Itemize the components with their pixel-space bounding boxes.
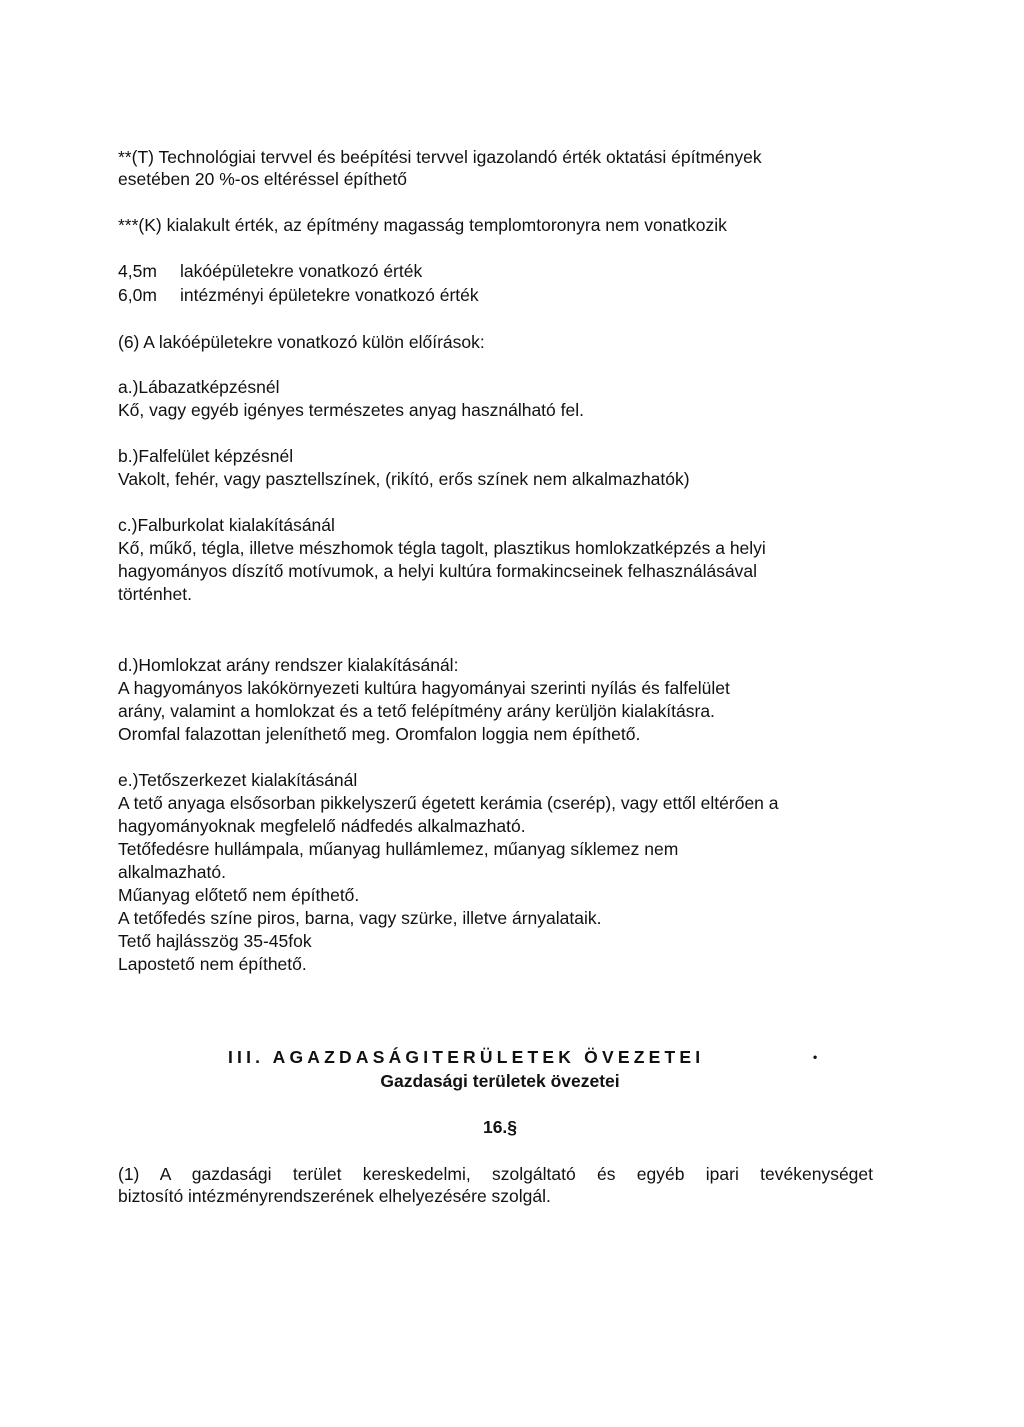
item-e-line-1: A tető anyaga elsősorban pikkelyszerű égetett kerámia (cserép), vagy ettől eltérően a bbox=[118, 793, 779, 813]
item-a-line-1: Kő, vagy egyéb igényes természetes anyag használható fel. bbox=[118, 400, 584, 420]
height-row-institutional bbox=[118, 284, 479, 306]
item-d-line-1: A hagyományos lakókörnyezeti kultúra hagyományai szerinti nyílás és falfelület bbox=[118, 678, 730, 698]
section-number: 16.§ bbox=[482, 1117, 518, 1137]
item-c-line-1: Kő, műkő, tégla, illetve mészhomok tégla tagolt, plasztikus homlokzatképzés a helyi bbox=[118, 538, 766, 558]
height-value: 4,5m bbox=[118, 261, 157, 281]
chapter-subtitle: Gazdasági területek övezetei bbox=[380, 1071, 620, 1091]
item-b-title: b.)Falfelület képzésnél bbox=[118, 446, 294, 466]
item-e-title: e.)Tetőszerkezet kialakításánál bbox=[118, 770, 358, 790]
t-note-line-2: esetében 20 %-os eltéréssel építhető bbox=[118, 169, 407, 189]
paragraph-line: biztosító intézményrendszerének elhelyezésére szolgál. bbox=[118, 1186, 551, 1206]
k-note: ***(K) kialakult érték, az építmény magasság templomtoronyra nem vonatkozik bbox=[118, 215, 727, 235]
t-note-line-1: **(T) Technológiai tervvel és beépítési tervvel igazolandó érték oktatási építmények bbox=[118, 147, 762, 167]
item-a-title: a.)Lábazatképzésnél bbox=[118, 377, 280, 397]
item-c-line-2: hagyományos díszítő motívumok, a helyi kultúra formakincseinek felhasználásával bbox=[118, 561, 758, 581]
bullet-marker: • bbox=[813, 1050, 818, 1064]
item-e-line-7: Tető hajlásszög 35-45fok bbox=[118, 931, 312, 951]
chapter-title: III. AGAZDASÁGITERÜLETEK ÖVEZETEI bbox=[228, 1047, 705, 1067]
item-d-title: d.)Homlokzat arány rendszer kialakításánál: bbox=[118, 655, 459, 675]
item-d-line-3: Oromfal falazottan jeleníthető meg. Oromfalon loggia nem építhető. bbox=[118, 724, 641, 744]
item-e-line-2: hagyományoknak megfelelő nádfedés alkalmazható. bbox=[118, 816, 526, 836]
section-16-paragraph-1 bbox=[118, 1163, 873, 1207]
item-e-line-4: alkalmazható. bbox=[118, 862, 226, 882]
item-c-line-3: történhet. bbox=[118, 584, 192, 604]
item-e-line-8: Lapostető nem építhető. bbox=[118, 954, 307, 974]
height-row-residential bbox=[118, 260, 422, 282]
item-e-line-6: A tetőfedés színe piros, barna, vagy szürke, illetve árnyalataik. bbox=[118, 908, 602, 928]
section-6-heading: (6) A lakóépületekre vonatkozó külön előírások: bbox=[118, 332, 485, 352]
item-d-line-2: arány, valamint a homlokzat és a tető felépítmény arány kerüljön kialakításra. bbox=[118, 701, 715, 721]
item-e-line-5: Műanyag előtető nem építhető. bbox=[118, 885, 360, 905]
height-text: lakóépületekre vonatkozó érték bbox=[180, 261, 423, 281]
item-b-line-1: Vakolt, fehér, vagy pasztellszínek, (rikító, erős színek nem alkalmazhatók) bbox=[118, 469, 690, 489]
height-text: intézményi épületekre vonatkozó érték bbox=[180, 285, 479, 305]
height-value: 6,0m bbox=[118, 285, 157, 305]
item-c-title: c.)Falburkolat kialakításánál bbox=[118, 515, 335, 535]
item-e-line-3: Tetőfedésre hullámpala, műanyag hullámlemez, műanyag síklemez nem bbox=[118, 839, 679, 859]
paragraph-line: (1) A gazdasági terület kereskedelmi, szolgáltató és egyéb ipari tevékenységet bbox=[118, 1164, 873, 1184]
